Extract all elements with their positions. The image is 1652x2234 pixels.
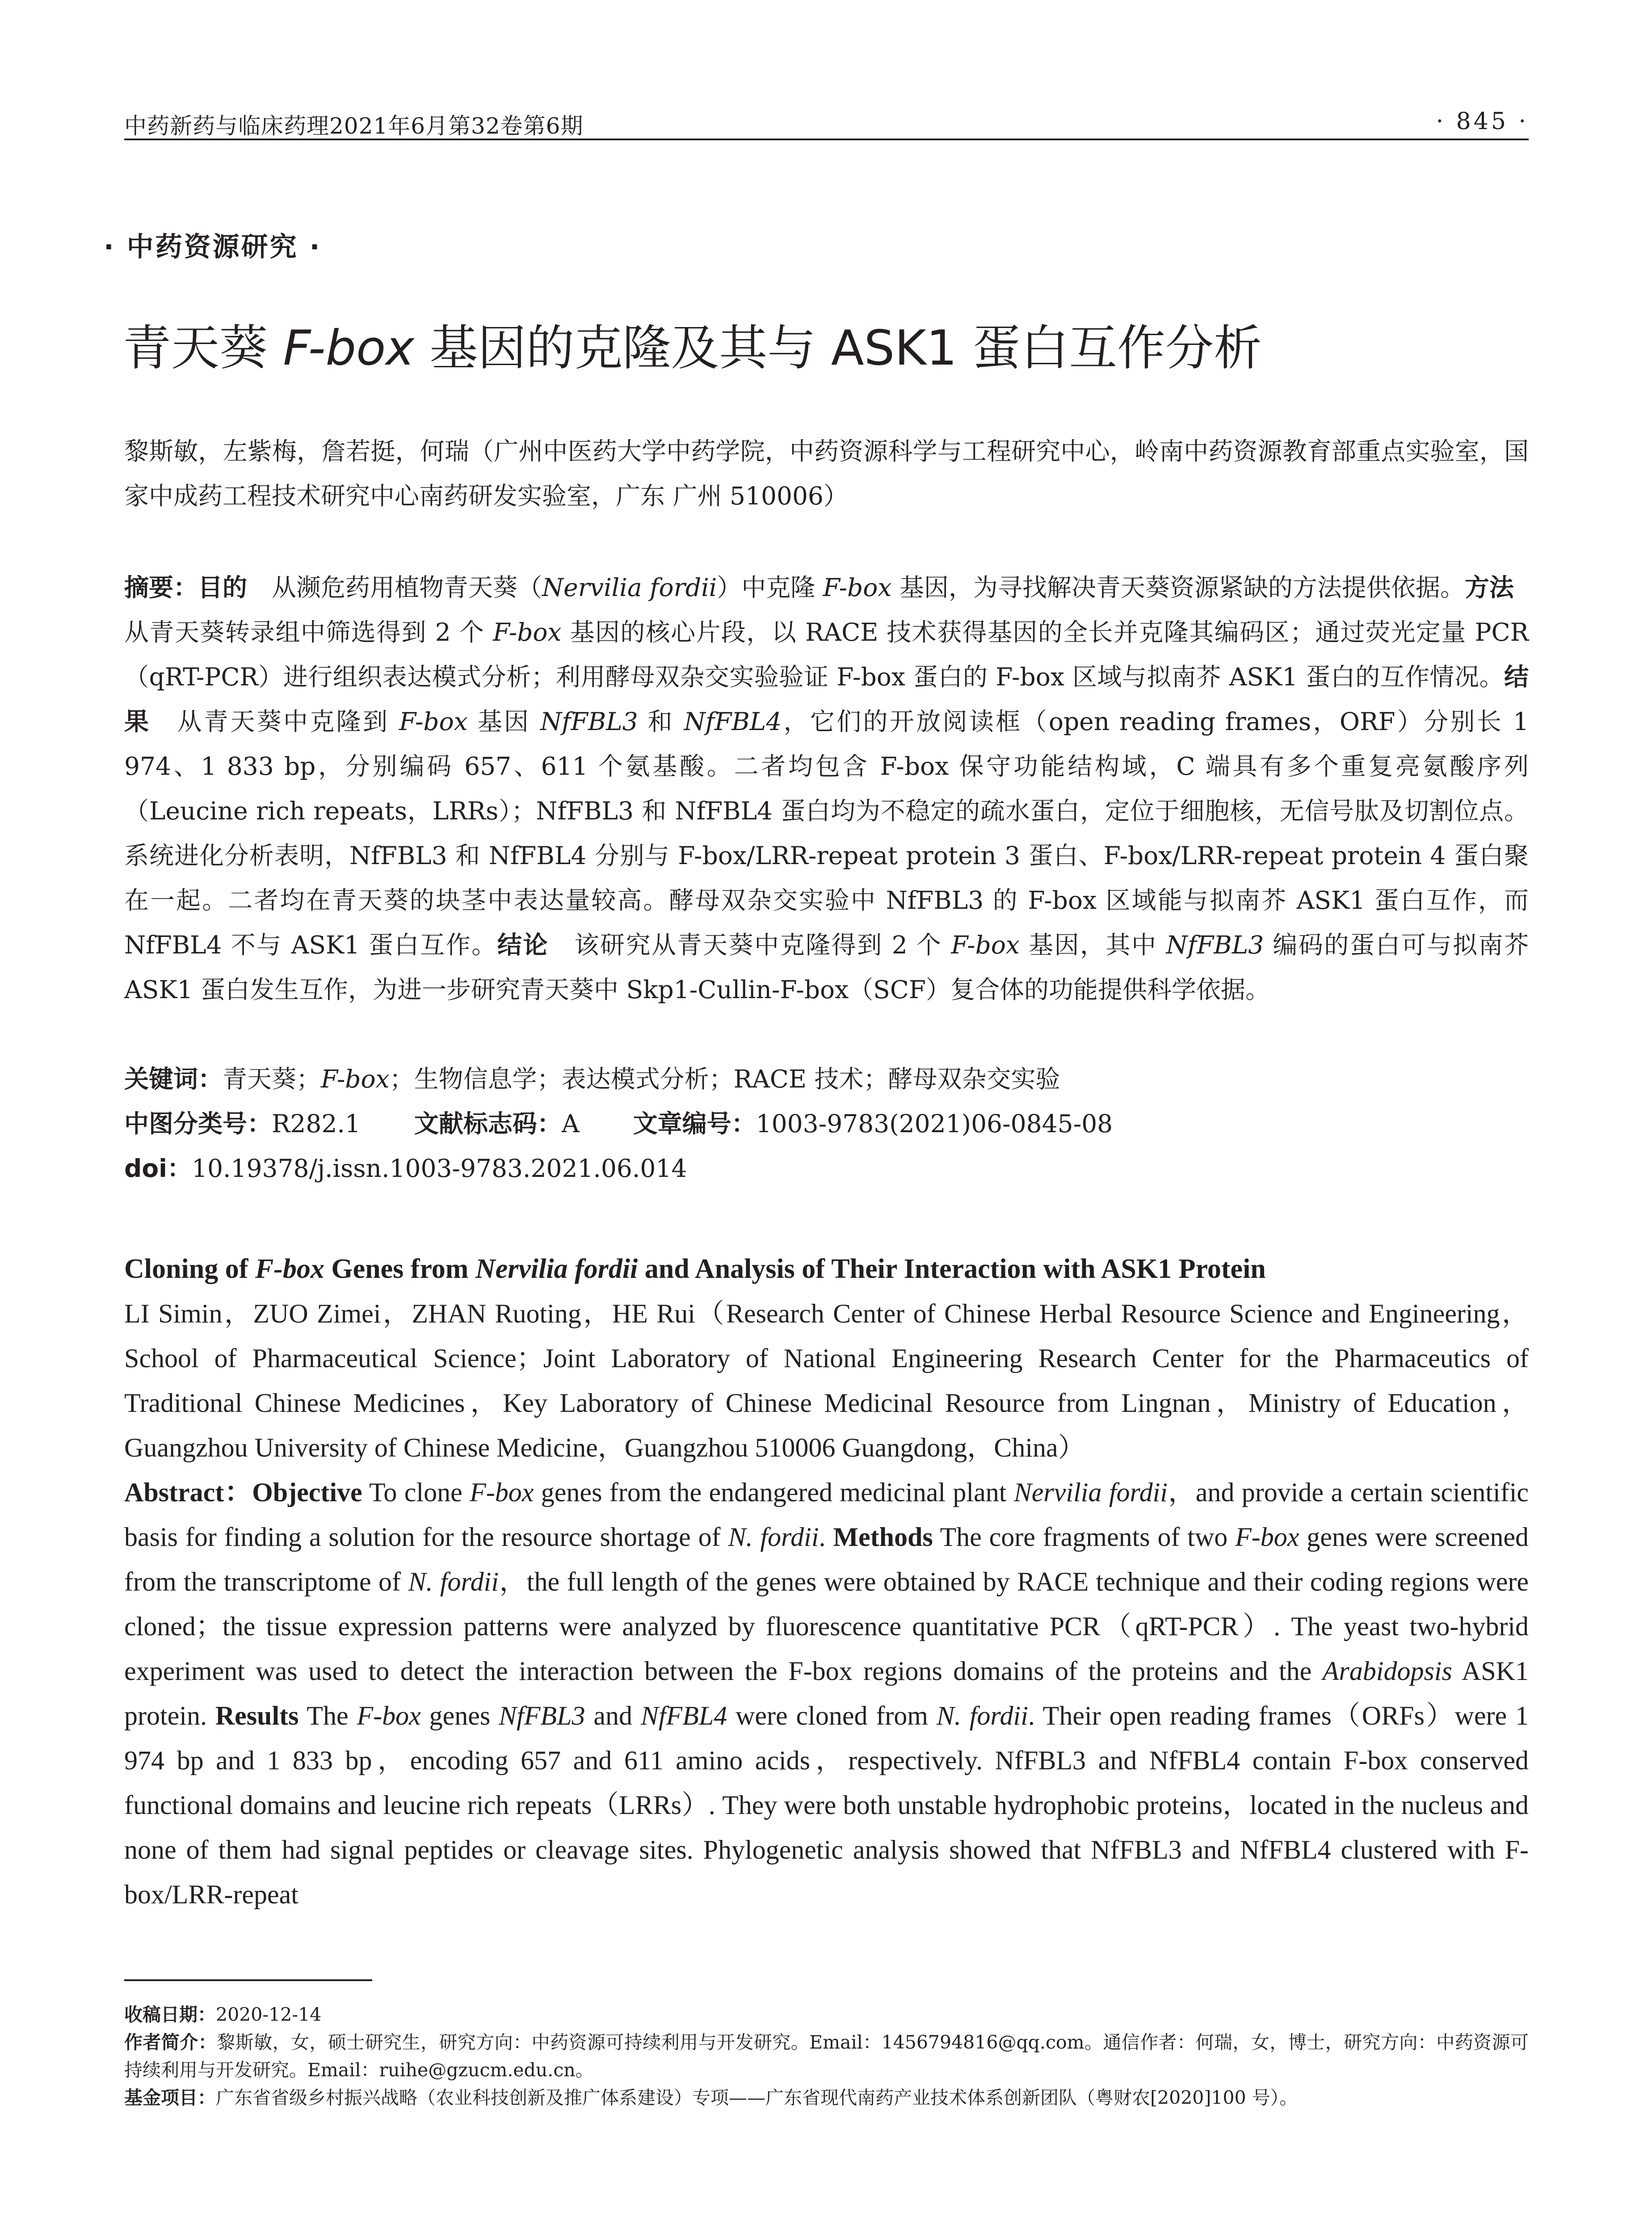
conclusion-text: 编码的蛋白可与拟南芥 ASK1 蛋白发生互作，为进一步研究青天葵中 Skp1-Cullin-F-box（SCF）复合体的功能提供科学依据。 bbox=[124, 931, 1529, 1004]
results-text: were cloned from bbox=[727, 1701, 937, 1730]
keywords-label: 关键词： bbox=[124, 1065, 223, 1093]
species-name: Arabidopsis bbox=[1322, 1656, 1452, 1686]
species-name: N. fordii bbox=[936, 1701, 1028, 1730]
article-number-label: 文章编号： bbox=[633, 1109, 756, 1138]
journal-issue-line: 中药新药与临床药理2021年6月第32卷第6期 bbox=[124, 113, 584, 139]
results-label: Results bbox=[215, 1701, 299, 1730]
article-title bbox=[123, 317, 1530, 380]
page-number: · 845 · bbox=[1436, 108, 1529, 135]
clc-label: 中图分类号： bbox=[124, 1109, 272, 1138]
gene-name: F-box bbox=[255, 1254, 324, 1284]
english-title bbox=[124, 1247, 1529, 1291]
objective-text: To clone bbox=[362, 1478, 470, 1507]
keyword: F-box bbox=[321, 1065, 390, 1093]
species-name: Nervilia fordii bbox=[475, 1254, 638, 1284]
methods-text: 基因的核心片段，以 RACE 技术获得基因的全长并克隆其编码区；通过荧光定量 PCR（qRT-PCR）进行组织表达模式分析；利用酵母双杂交实验验证 F-box 蛋白的 F-box 区域与拟南芥 ASK1 蛋白的互作情况。 bbox=[124, 618, 1529, 691]
species-name: N. fordii bbox=[408, 1567, 499, 1596]
author-bio-value: 黎斯敏，女，硕士研究生，研究方向：中药资源可持续利用与开发研究。Email：1456794816@qq.com。通信作者：何瑞，女，博士，研究方向：中药资源可持续利用与开发研究。Email：ruihe@gzucm.edu.cn。 bbox=[124, 2032, 1529, 2081]
funding-label: 基金项目： bbox=[124, 2087, 216, 2108]
author-bio-note bbox=[124, 2028, 1529, 2084]
classification-line bbox=[124, 1101, 1529, 1146]
doc-code-label: 文献标志码： bbox=[414, 1109, 562, 1138]
footnotes bbox=[124, 2001, 1529, 2112]
results-text: 基因 bbox=[467, 707, 541, 736]
species-name: N. fordii bbox=[728, 1522, 819, 1552]
doi-label: doi： bbox=[124, 1154, 192, 1183]
objective-text: genes from the endangered medicinal plant bbox=[534, 1478, 1014, 1507]
gene-name: NfFBL4 bbox=[684, 707, 782, 736]
received-date-note bbox=[124, 2001, 1529, 2028]
english-abstract bbox=[124, 1470, 1529, 1917]
objective-text: ，and provide a certain scientific basis for finding a solution for the resource shortage of bbox=[124, 1478, 1529, 1552]
section-label: · 中药资源研究 · bbox=[104, 231, 322, 263]
gene-name: F-box bbox=[951, 931, 1020, 959]
methods-text: The core fragments of two bbox=[933, 1522, 1236, 1552]
abstract-label: 摘要： bbox=[124, 573, 198, 602]
title-text-a: 青天葵 bbox=[123, 320, 283, 376]
english-title-text: Genes from bbox=[324, 1254, 475, 1284]
species-name: Nervilia fordii bbox=[542, 573, 717, 602]
results-text: 和 bbox=[638, 707, 684, 736]
methods-text: 从青天葵转录组中筛选得到 2 个 bbox=[124, 573, 1539, 647]
received-value: 2020-12-14 bbox=[216, 2004, 322, 2025]
results-text: 从青天葵中克隆到 bbox=[151, 707, 399, 736]
running-header bbox=[124, 104, 1529, 140]
gene-name: NfFBL3 bbox=[540, 707, 638, 736]
gene-name: NfFBL3 bbox=[1166, 931, 1264, 959]
results-text: . Their open reading frames（ORFs）were 1 974 bp and 1 833 bp，encoding 657 and 611 amino acids，respectively. NfFBL3 and NfFBL4 contain F-box conserved functional domains and leucine rich repeats（LRRs）. They were both unstable hydrophobic proteins，located in the nucleus and none of them had signal peptides or cleavage sites. Phylogenetic analysis showed that NfFBL3 and NfFBL4 clustered with F-box/LRR-repeat bbox=[124, 1701, 1529, 1909]
author-bio-label: 作者简介： bbox=[124, 2032, 217, 2053]
objective-text: . bbox=[819, 1522, 833, 1552]
gene-name: F-box bbox=[357, 1701, 421, 1730]
conclusion-text: 该研究从青天葵中克隆得到 2 个 bbox=[548, 931, 951, 959]
gene-name: F-box bbox=[470, 1478, 534, 1507]
keywords-line bbox=[124, 1057, 1529, 1101]
results-label: 结果 bbox=[124, 663, 1529, 736]
clc-value: R282.1 bbox=[272, 1109, 361, 1138]
authors-affiliation-cn: 黎斯敏，左紫梅，詹若挺，何瑞（广州中医药大学中药学院，中药资源科学与工程研究中心，岭南中药资源教育部重点实验室，国家中成药工程技术研究中心南药研发实验室，广东 广州 510006） bbox=[124, 437, 1529, 510]
objective-text: 基因，为寻找解决青天葵资源紧缺的方法提供依据。 bbox=[891, 573, 1465, 602]
gene-name: NfFBL4 bbox=[640, 1701, 727, 1730]
abstract-cn bbox=[124, 565, 1539, 1012]
results-text: genes bbox=[420, 1701, 499, 1730]
results-text: and bbox=[585, 1701, 641, 1730]
conclusion-text: 基因，其中 bbox=[1019, 931, 1166, 959]
abstract-label: Abstract： bbox=[124, 1478, 252, 1507]
keyword: 青天葵； bbox=[223, 1065, 321, 1093]
methods-label: 方法 bbox=[1464, 573, 1514, 602]
english-authors-affiliation: LI Simin，ZUO Zimei，ZHAN Ruoting，HE Rui（Research Center of Chinese Herbal Resource Science and Engineering，School of Pharmaceutical Science；Joint Laboratory of National Engineering Research Center for the Pharmaceutics of Traditional Chinese Medicines，Key Laboratory of Chinese Medicinal Resource from Lingnan，Ministry of Education，Guangzhou University of Chinese Medicine，Guangzhou 510006 Guangdong，China） bbox=[124, 1299, 1529, 1462]
objective-text: 从濒危药用植物青天葵（ bbox=[247, 573, 542, 602]
received-label: 收稿日期： bbox=[124, 2004, 216, 2025]
methods-text: genes were screened from the transcriptome of bbox=[124, 1522, 1529, 1596]
gene-name: NfFBL3 bbox=[499, 1701, 585, 1730]
keyword: ；生物信息学；表达模式分析；RACE 技术；酵母双杂交实验 bbox=[389, 1065, 1060, 1093]
methods-text: ASK1 protein. bbox=[124, 1656, 1529, 1730]
gene-name: F-box bbox=[1235, 1522, 1299, 1552]
doi-line bbox=[124, 1146, 1529, 1191]
conclusion-label: 结论 bbox=[497, 931, 549, 959]
doc-code-value: A bbox=[561, 1109, 580, 1138]
gene-name: F-box bbox=[399, 707, 468, 736]
objective-label: Objective bbox=[252, 1478, 362, 1507]
funding-value: 广东省省级乡村振兴战略（农业科技创新及推广体系建设）专项——广东省现代南药产业技术体系创新团队（粤财农[2020]100 号）。 bbox=[216, 2087, 1298, 2108]
methods-text: ，the full length of the genes were obtained by RACE technique and their coding regions were cloned；the tissue expression patterns were analyzed by fluorescence quantitative PCR（qRT-PCR）. The yeast two-hybrid experiment was used to detect the interaction between the F-box regions domains of the proteins and the bbox=[124, 1567, 1529, 1686]
results-text: ，它们的开放阅读框（open reading frames，ORF）分别长 1 974、1 833 bp，分别编码 657、611 个氨基酸。二者均包含 F-box 保守功能结构域，C 端具有多个重复亮氨酸序列（Leucine rich repeats，LRRs）；NfFBL3 和 NfFBL4 蛋白均为不稳定的疏水蛋白，定位于细胞核，无信号肽及切割位点。系统进化分析表明，NfFBL3 和 NfFBL4 分别与 F-box/LRR-repeat protein 3 蛋白、F-box/LRR-repeat protein 4 蛋白聚在一起。二者均在青天葵的块茎中表达量较高。酵母双杂交实验中 NfFBL3 的 F-box 区域能与拟南芥 ASK1 蛋白互作，而 NfFBL4 不与 ASK1 蛋白互作。 bbox=[124, 707, 1529, 959]
title-text-b: 基因的克隆及其与 ASK1 蛋白互作分析 bbox=[414, 320, 1262, 376]
doi-value[interactable]: 10.19378/j.issn.1003-9783.2021.06.014 bbox=[192, 1154, 687, 1183]
gene-name: F-box bbox=[823, 573, 892, 602]
results-text: The bbox=[298, 1701, 357, 1730]
english-title-text: and Analysis of Their Interaction with ASK1 Protein bbox=[638, 1254, 1266, 1284]
methods-label: Methods bbox=[833, 1522, 933, 1552]
title-gene-name: F-box bbox=[283, 320, 415, 376]
objective-label: 目的 bbox=[198, 573, 248, 602]
article-number-value: 1003-9783(2021)06-0845-08 bbox=[756, 1109, 1113, 1138]
footnote-divider bbox=[124, 1979, 372, 1981]
objective-text: ）中克隆 bbox=[717, 573, 823, 602]
species-name: Nervilia fordii bbox=[1013, 1478, 1168, 1507]
funding-note bbox=[124, 2084, 1529, 2112]
english-title-text: Cloning of bbox=[124, 1254, 255, 1284]
gene-name: F-box bbox=[492, 618, 562, 647]
